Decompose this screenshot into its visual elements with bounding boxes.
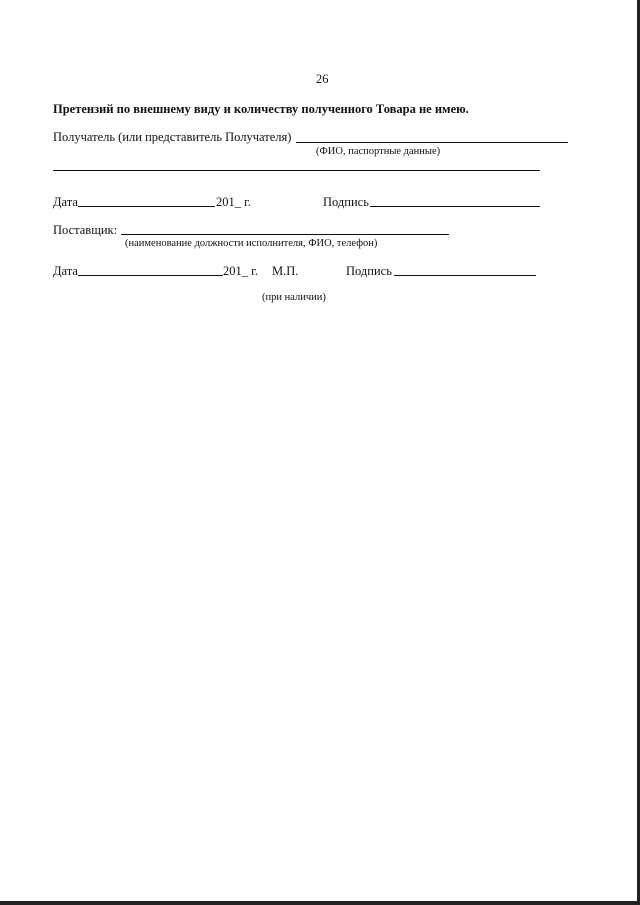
recipient-hint: (ФИО, паспортные данные) — [316, 146, 441, 157]
heading-statement: Претензий по внешнему виду и количеству полученного Товара не имею. — [53, 102, 469, 116]
recipient-name-line[interactable] — [296, 142, 568, 143]
supplier-label: Поставщик: — [53, 223, 118, 237]
page-number: 26 — [316, 72, 329, 86]
recipient-date-label: Дата — [53, 195, 78, 209]
supplier-hint: (наименование должности исполнителя, ФИО, телефон) — [125, 238, 378, 249]
recipient-signature-line[interactable] — [370, 206, 540, 207]
recipient-signature-label: Подпись — [323, 195, 369, 209]
supplier-info-line[interactable] — [121, 234, 449, 235]
supplier-date-label: Дата — [53, 264, 78, 278]
recipient-label: Получатель (или представитель Получателя) — [53, 130, 292, 144]
supplier-signature-label: Подпись — [346, 264, 392, 278]
supplier-date-line[interactable] — [78, 275, 223, 276]
stamp-hint: (при наличии) — [262, 292, 326, 303]
page-edge-bottom — [0, 901, 640, 905]
recipient-date-line[interactable] — [78, 206, 215, 207]
stamp-label: М.П. — [272, 264, 299, 278]
recipient-passport-line[interactable] — [53, 170, 540, 171]
supplier-signature-line[interactable] — [394, 275, 536, 276]
supplier-year: 201_ г. — [223, 264, 258, 278]
recipient-year: 201_ г. — [216, 195, 251, 209]
